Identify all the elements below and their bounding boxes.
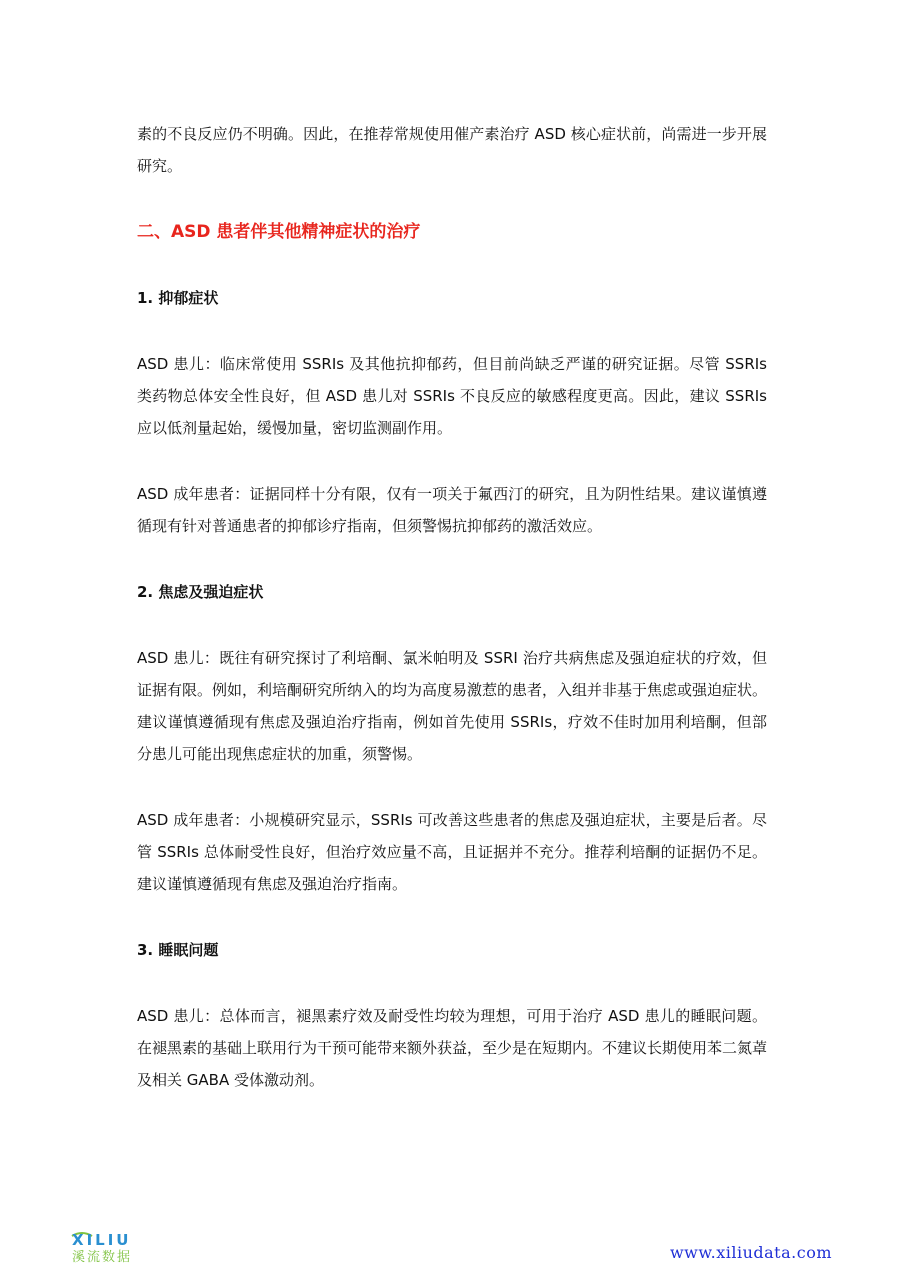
subsection-title-depression: 1. 抑郁症状 bbox=[137, 289, 219, 307]
logo-brand-text: XILIU bbox=[72, 1231, 132, 1249]
logo-cn-text: 溪流数据 bbox=[72, 1250, 133, 1264]
xiliu-logo-icon bbox=[70, 1228, 160, 1264]
subsection-title-anxiety: 2. 焦虑及强迫症状 bbox=[137, 583, 264, 601]
footer-website-url: www.xiliudata.com bbox=[669, 1243, 832, 1262]
paragraph-anxiety-children: ASD 患儿：既往有研究探讨了利培酮、氯米帕明及 SSRI 治疗共病焦虑及强迫症状的疗效，但证据有限。例如，利培酮研究所纳入的均为高度易激惹的患者，入组并非基于焦虑或强迫症状。建议谨慎遵循现有焦虑及强迫治疗指南，例如首先使用 SSRIs，疗效不佳时加用利培酮，但部分患儿可能出现焦虑症状的加重，须警惕。 bbox=[137, 649, 768, 763]
section-title: 二、ASD 患者伴其他精神症状的治疗 bbox=[137, 222, 421, 242]
subsection-title-sleep: 3. 睡眠问题 bbox=[137, 941, 219, 959]
paragraph-depression-children: ASD 患儿：临床常使用 SSRIs 及其他抗抑郁药，但目前尚缺乏严谨的研究证据。尽管 SSRIs 类药物总体安全性良好，但 ASD 患儿对 SSRIs 不良反应的敏感程度更高。因此，建议 SSRIs 应以低剂量起始，缓慢加量，密切监测副作用。 bbox=[137, 355, 767, 437]
paragraph-sleep-children: ASD 患儿：总体而言，褪黑素疗效及耐受性均较为理想，可用于治疗 ASD 患儿的睡眠问题。在褪黑素的基础上联用行为干预可能带来额外获益，至少是在短期内。不建议长期使用苯二氮䓬及相关 GABA 受体激动剂。 bbox=[137, 1007, 768, 1089]
xiliu-logo bbox=[70, 1228, 160, 1264]
paragraph-anxiety-adults: ASD 成年患者：小规模研究显示，SSRIs 可改善这些患者的焦虑及强迫症状，主要是后者。尽管 SSRIs 总体耐受性良好，但治疗效应量不高，且证据并不充分。推荐利培酮的证据仍不足。建议谨慎遵循现有焦虑及强迫治疗指南。 bbox=[137, 811, 767, 893]
paragraph-depression-adults: ASD 成年患者：证据同样十分有限，仅有一项关于氟西汀的研究，且为阴性结果。建议谨慎遵循现有针对普通患者的抑郁诊疗指南，但须警惕抗抑郁药的激活效应。 bbox=[137, 485, 767, 535]
intro-paragraph: 素的不良反应仍不明确。因此，在推荐常规使用催产素治疗 ASD 核心症状前，尚需进一步开展研究。 bbox=[137, 125, 767, 175]
document-content bbox=[137, 118, 767, 1096]
